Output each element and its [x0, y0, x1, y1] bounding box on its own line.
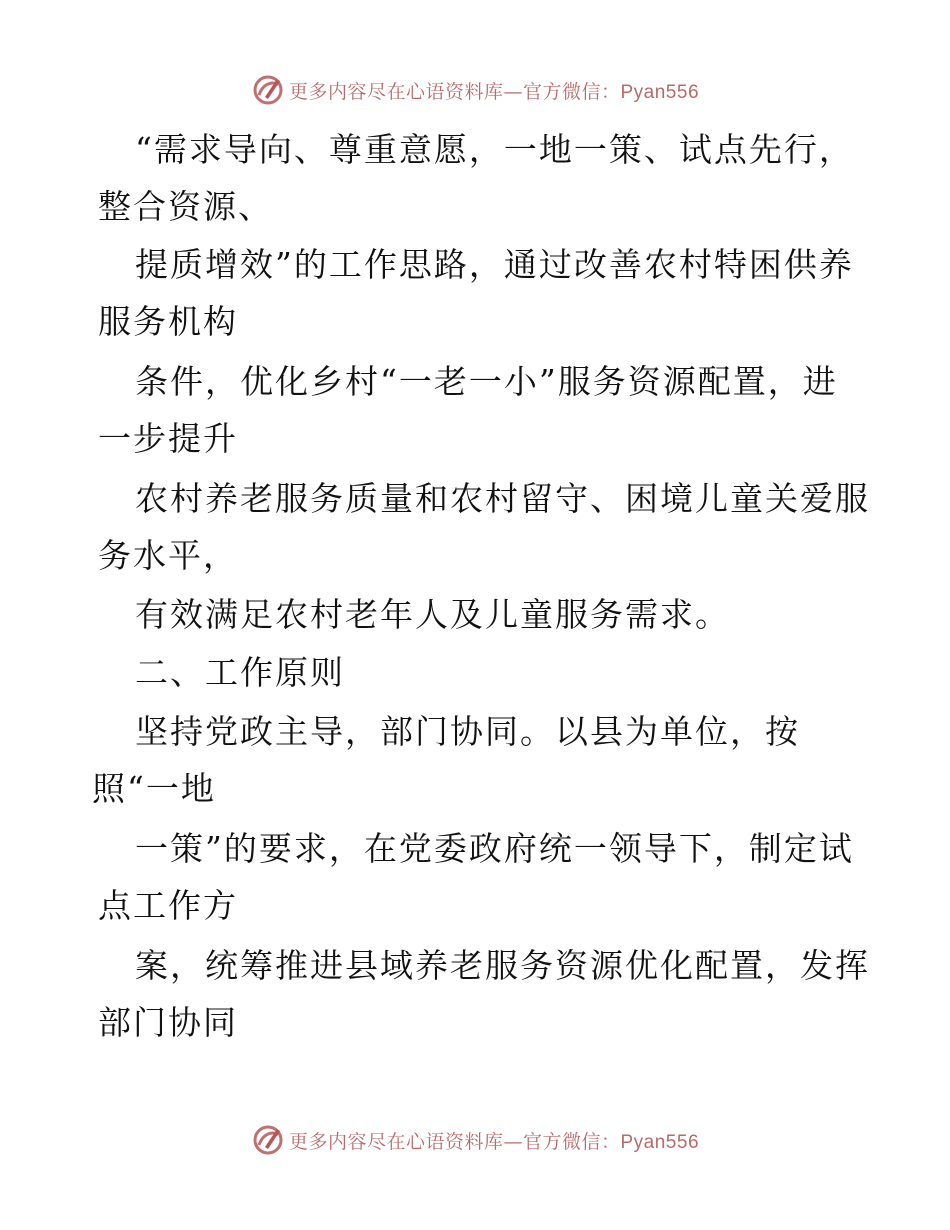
banner-text: 更多内容尽在心语资料库—官方微信：Pyan556 [288, 80, 700, 103]
pen-swirl-logo-icon [251, 1123, 285, 1157]
text-line: 一步提升 [98, 419, 238, 458]
text-line: 坚持党政主导，部门协同。以县为单位，按 [135, 712, 800, 751]
text-line: “需求导向、尊重意愿，一地一策、试点先行， [135, 130, 854, 169]
pen-swirl-logo-icon [251, 73, 285, 107]
text-line: 有效满足农村老年人及儿童服务需求。 [135, 595, 730, 634]
text-line: 条件，优化乡村“一老一小”服务资源配置，进 [135, 362, 838, 401]
text-line: 务水平， [98, 536, 238, 575]
text-line: 照“一地 [92, 769, 216, 808]
text-line: 农村养老服务质量和农村留守、困境儿童关爱服 [135, 479, 870, 518]
footer-watermark-banner [0, 1120, 950, 1160]
text-line: 点工作方 [98, 886, 238, 925]
section-heading: 二、工作原则 [135, 653, 345, 692]
text-line: 提质增效”的工作思路，通过改善农村特困供养 [135, 245, 854, 284]
text-line: 部门协同 [98, 1003, 238, 1042]
wechat-id: Pyan556 [620, 81, 700, 103]
text-line: 服务机构 [98, 302, 238, 341]
banner-text: 更多内容尽在心语资料库—官方微信：Pyan556 [288, 1130, 700, 1153]
text-line: 整合资源、 [98, 187, 273, 226]
text-line: 一策”的要求，在党委政府统一领导下，制定试 [135, 829, 854, 868]
text-line: 案，统筹推进县域养老服务资源优化配置，发挥 [135, 946, 870, 985]
wechat-id: Pyan556 [620, 1131, 700, 1153]
header-watermark-banner [0, 70, 950, 110]
